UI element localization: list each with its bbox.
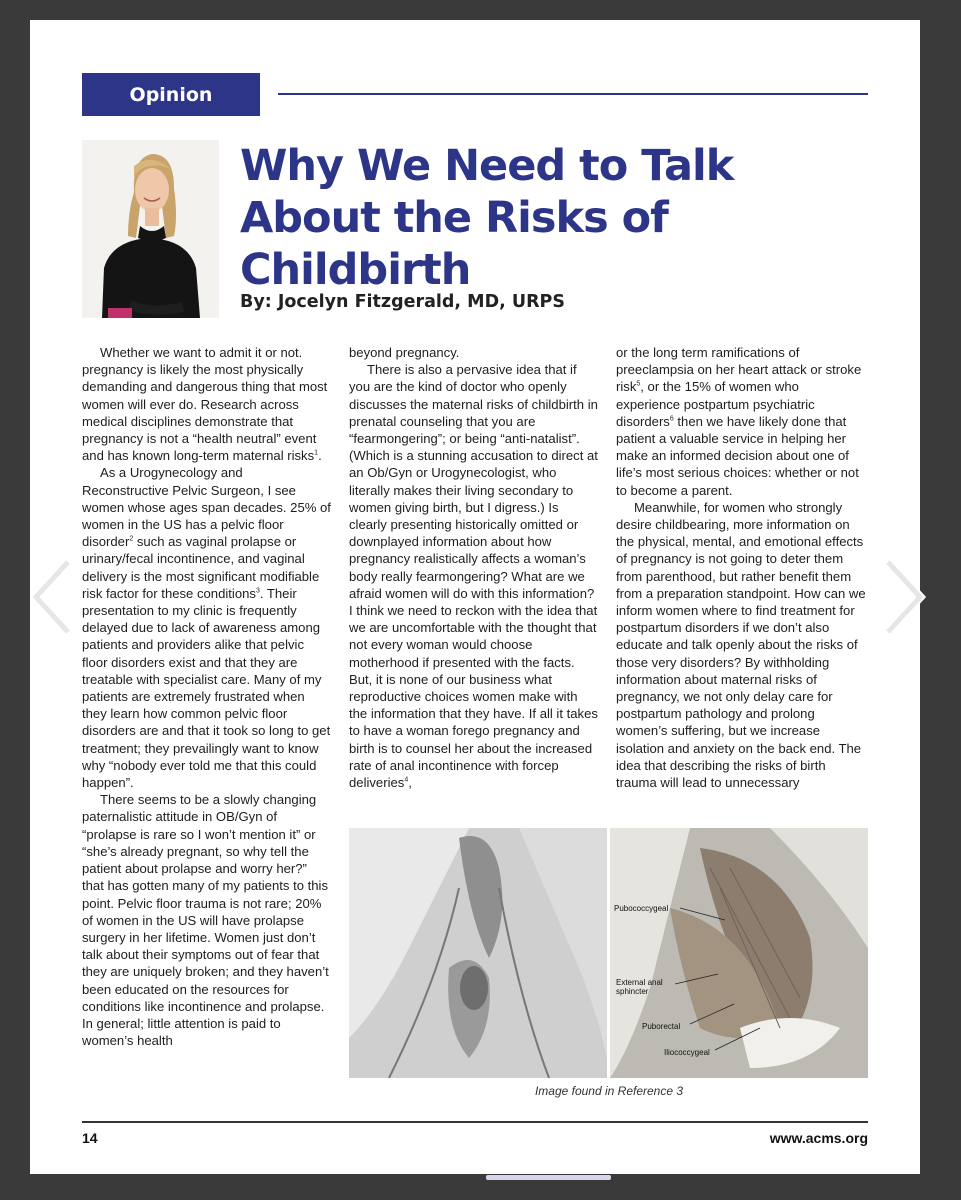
header-rule xyxy=(278,93,868,95)
footer-rule xyxy=(82,1121,868,1123)
magazine-page xyxy=(30,20,920,1174)
text-column-2 xyxy=(349,344,599,791)
text-column-1 xyxy=(82,344,332,1049)
next-page-button[interactable] xyxy=(880,558,928,636)
chevron-right-icon xyxy=(880,558,928,636)
page-number: 14 xyxy=(82,1130,98,1146)
label-external-anal: External anal xyxy=(616,978,663,987)
paragraph: Whether we want to admit it or not. pregnancy is likely the most physically demanding and dangerous thing that most women will ever do. Research across medical disciplines demonstrate that pregnancy is not a “health neutral” event and has known long-term maternal risks$^1$. xyxy=(82,345,328,464)
label-sphincter: sphincter xyxy=(616,987,649,996)
paragraph: Meanwhile, for women who strongly desire childbearing, more information on the physical, mental, and emotional effects of pregnancy is not going to deter them from parenthood, but rather benefit them from a preparation standpoint. How can we inform women where to find treatment for postpartum disorders if we don’t also educate and talk openly about the risks of those very disorders? By withholding information about maternal risks of pregnancy, we not only delay care for postpartum pathology and prolong women’s suffering, but we increase isolation and anxiety on the back end. The idea that describing the risks of birth trauma will lead to unnecessary xyxy=(616,499,866,791)
previous-page-button[interactable] xyxy=(28,558,76,636)
scroll-indicator[interactable] xyxy=(486,1175,611,1180)
section-tab: Opinion xyxy=(82,73,260,116)
anatomy-figure xyxy=(349,828,869,1080)
byline: By: Jocelyn Fitzgerald, MD, URPS xyxy=(240,292,565,312)
paragraph: beyond pregnancy. xyxy=(349,345,460,360)
paragraph: or the long term ramifications of preeclampsia on her heart attack or stroke risk$^5$, or the 15% of women who experience postpartum psychiatric disorders$^6$ then we have likely done that patient a valuable service in helping her make an informed decision about one of life’s most serious choices: whether or not to become a parent. xyxy=(616,345,862,498)
website-url: www.acms.org xyxy=(769,1130,868,1146)
chevron-left-icon xyxy=(28,558,76,636)
author-photo xyxy=(82,140,219,318)
anatomy-sketch-image xyxy=(349,828,607,1078)
label-puborectal: Puborectal xyxy=(642,1022,681,1031)
label-pubococcygeal: Pubococcygeal xyxy=(614,904,669,913)
pelvic-floor-diagram xyxy=(610,828,868,1078)
paragraph: There is also a pervasive idea that if you are the kind of doctor who openly discusses the maternal risks of childbirth in prenatal counseling that you are “fearmongering”; or being “anti-natalist”. (Which is a stunning accusation to direct at an Ob/Gyn or Urogynecologist, who literally makes their living secondary to women giving birth, but I digress.) Is clearly presenting historically omitted or downplayed information about how pregnancy realistically affects a woman’s body really fearmongering? What are we afraid women will do with this information? I think we need to reckon with the idea that we are uncomfortable with the thought that not every woman would choose motherhood if presented with the facts. But, it is none of our business what reproductive choices women make with the information that they have. If all it takes to have a woman forego pregnancy and birth is to counsel her about the increased rate of anal incontinence with forcep deliveries$^4$, xyxy=(349,362,598,791)
label-iliococcygeal: Iliococcygeal xyxy=(664,1048,710,1057)
text-column-3 xyxy=(616,344,866,791)
paragraph: As a Urogynecology and Reconstructive Pelvic Surgeon, I see women whose ages span decades. 25% of women in the US has a pelvic floor disorder$^2$ such as vaginal prolapse or urinary/fecal incontinence, and vaginal delivery is the most significant modifiable risk factor for these conditions$^3$. Their presentation to my clinic is frequently delayed due to lack of awareness among patients and providers alike that pelvic floor disorders exist and that they are treatable with specialist care. Many of my patients are extremely frustrated when they learn how common pelvic floor disorders are and that it took so long to get treatment; they prevailingly want to know why “nobody ever told me that this could happen”. xyxy=(82,465,331,791)
article-title: Why We Need to Talk About the Risks of Childbirth xyxy=(240,141,734,295)
figure-caption: Image found in Reference 3 xyxy=(534,1084,684,1098)
paragraph: There seems to be a slowly changing paternalistic attitude in OB/Gyn of “prolapse is rare so I won’t mention it” or “she’s already pregnant, so why tell the patient about prolapse and worry her?” that has gotten many of my patients to this point. Pelvic floor trauma is not rare; 20% of women in the US will have prolapse surgery in her lifetime. Women just don’t talk about their symptoms out of fear that they are uniquely broken; and they haven’t been educated on the resources for conditions like incontinence and prolapse. In general; little attention is paid to women’s health xyxy=(82,792,329,1049)
